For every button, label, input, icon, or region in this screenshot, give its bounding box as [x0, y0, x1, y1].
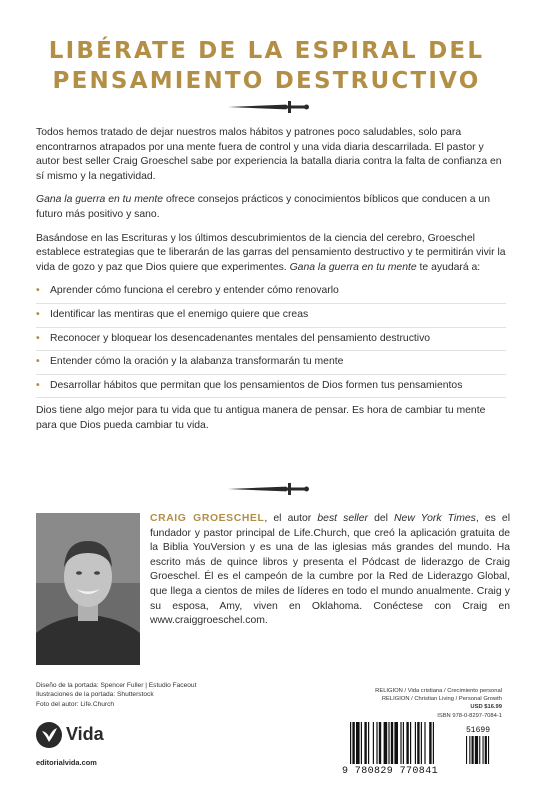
publisher-name: Vida — [66, 724, 104, 744]
barcode-bar — [388, 722, 389, 764]
bullet-icon: • — [36, 356, 40, 368]
barcode-bar — [361, 722, 362, 764]
barcode-addon-bar — [488, 736, 489, 764]
barcode-bar — [352, 722, 354, 764]
bullet-icon: • — [36, 332, 40, 344]
author-photo — [36, 513, 140, 665]
barcode-addon-bar — [475, 736, 478, 764]
closing-paragraph: Dios tiene algo mejor para tu vida que tu antigua manera de pensar. Es hora de cambiar tu mente para que Dios pueda cambiar tu vida. — [36, 405, 486, 431]
list-item: • Desarrollar hábitos que permitan que los pensamientos de Dios formen tus pensamientos — [36, 379, 506, 399]
barcode-bar — [394, 722, 398, 764]
barcode-bar — [424, 722, 425, 764]
bullet-icon: • — [36, 379, 40, 391]
headline-line-1: LIBÉRATE DE LA ESPIRAL DEL — [48, 38, 485, 64]
benefits-list — [36, 284, 506, 398]
barcode-bar — [410, 722, 411, 764]
barcode-bar — [376, 722, 377, 764]
headline-line-2: PENSAMIENTO DESTRUCTIVO — [52, 68, 481, 94]
barcode-bar — [356, 722, 360, 764]
list-item: • Entender cómo la oración y la alabanza transformarán tu mente — [36, 355, 506, 375]
credit-line: Diseño de la portada: Spencer Fuller | Estudio Faceout — [36, 682, 197, 689]
barcode-addon-digits: 51699 — [466, 726, 491, 735]
cover-credits — [36, 681, 266, 709]
barcode-bar — [421, 722, 422, 764]
barcode-bar — [384, 722, 388, 764]
barcode-bar — [368, 722, 369, 764]
category-english: RELIGION / Christian Living / Personal Growth — [381, 696, 502, 703]
book-title-inline: Gana la guerra en tu mente — [36, 194, 164, 206]
barcode-bar — [429, 722, 431, 764]
list-item: • Reconocer y bloquear los desencadenantes mentales del pensamiento destructivo — [36, 332, 506, 352]
list-item: • Aprender cómo funciona el cerebro y entender cómo renovarlo — [36, 284, 506, 304]
credit-line: Foto del autor: Life.Church — [36, 700, 115, 708]
book-title-inline: Gana la guerra en tu mente — [289, 261, 417, 273]
strategy-paragraph: Basándose en las Escrituras y los últimos descubrimientos de la ciencia del cerebro, Groeschel establece estrategias que te liberarán de las garras del pensamiento destructivo y te permitirán vivir la vida de gozo y paz que Dios quiere que experimentes. Gana la guerra en tu mente te ayudará a: — [36, 232, 506, 273]
barcode-addon-bar — [466, 736, 467, 764]
barcode-bar — [400, 722, 401, 764]
barcode — [342, 722, 502, 777]
barcode-addon-bar — [472, 736, 474, 764]
author-bio: CRAIG GROESCHEL, el autor best seller del New York Times, es el fundador y pastor principal de Life.Church, que creó la aplicación gratuita de la Biblia YouVersion y es una de las iglesias más grandes del mundo. Ha escrito más de quince libros y presenta el Pódcast de liderazgo de Craig Groeschel. Él es el campeón de la cumbre por la Red de Liderazgo Global, que llega a cientos de miles de líderes en todo el mundo anualmente. Craig y su esposa, Amy, viven en Oklahoma. Conéctese con Craig en www.craiggroeschel.com. — [150, 513, 511, 627]
barcode-bar — [373, 722, 374, 764]
bird-in-circle-icon — [36, 722, 62, 748]
barcode-bar — [391, 722, 393, 764]
bullet-icon: • — [36, 308, 40, 320]
list-item: • Identificar las mentiras que el enemigo quiere que creas — [36, 308, 506, 328]
sword-icon — [224, 100, 310, 114]
back-cover-description — [36, 126, 506, 443]
barcode-bar — [350, 722, 351, 764]
summary-paragraph: Gana la guerra en tu mente ofrece consejos prácticos y conocimientos bíblicos que conducen a un futuro más positivo y sano. — [36, 194, 490, 220]
category-block — [312, 687, 502, 720]
barcode-addon-bar — [483, 736, 484, 764]
barcode-bar — [415, 722, 416, 764]
headline — [0, 36, 533, 96]
publisher-website: editorialvida.com — [36, 758, 97, 767]
barcode-bar — [417, 722, 419, 764]
barcode-bar — [364, 722, 366, 764]
sword-icon — [224, 482, 310, 496]
isbn: ISBN 978-0-8297-7084-1 — [437, 712, 502, 719]
barcode-addon-bar — [479, 736, 480, 764]
barcode-addon-bar — [469, 736, 470, 764]
author-name: CRAIG GROESCHEL — [150, 513, 265, 524]
barcode-digits: 9 780829 770841 — [342, 766, 439, 777]
price: USD $16.99 — [470, 704, 502, 711]
barcode-bar — [406, 722, 408, 764]
intro-paragraph: Todos hemos tratado de dejar nuestros malos hábitos y patrones poco saludables, solo para encontrarnos atrapados por una mente fuera de control y una vida diaria descarrilada. El pastor y autor best seller Craig Groeschel sabe por experiencia la batalla diaria contra la falta de confianza en sí mismo y la negatividad. — [36, 127, 502, 182]
credit-line: Ilustraciones de la portada: Shutterstock — [36, 691, 154, 699]
barcode-bar — [433, 722, 434, 764]
barcode-bar — [403, 722, 404, 764]
barcode-bar — [379, 722, 381, 764]
publisher-logo — [36, 722, 126, 752]
category-spanish: RELIGION / Vida cristiana / Crecimiento personal — [375, 688, 502, 694]
barcode-addon-bar — [485, 736, 487, 764]
bullet-icon: • — [36, 285, 40, 297]
